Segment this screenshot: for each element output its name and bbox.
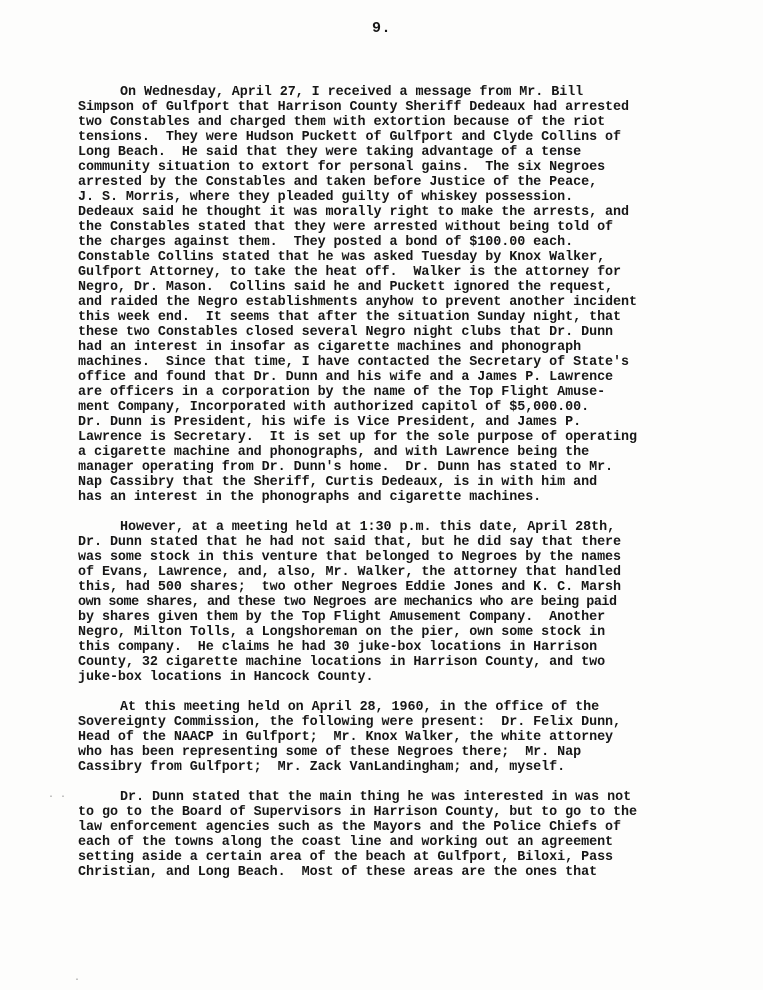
- text-line: this, had 500 shares; two other Negroes Eddie Jones and K. C. Marsh: [78, 580, 622, 595]
- text-line: this week end. It seems that after the situation Sunday night, that: [78, 310, 622, 325]
- text-line: Sovereignty Commission, the following were present: Dr. Felix Dunn,: [78, 715, 622, 730]
- text-line: law enforcement agencies such as the Mayors and the Police Chiefs of: [78, 820, 622, 835]
- text-line: Long Beach. He said that they were taking advantage of a tense: [78, 145, 582, 160]
- text-line: juke-box locations in Hancock County.: [78, 670, 374, 685]
- text-line: At this meeting held on April 28, 1960, in the office of the: [120, 700, 600, 715]
- text-line: County, 32 cigarette machine locations in Harrison County, and two: [78, 655, 606, 670]
- text-line: by shares given them by the Top Flight Amusement Company. Another: [78, 610, 606, 625]
- text-line: Negro, Dr. Mason. Collins said he and Puckett ignored the request,: [78, 280, 614, 295]
- text-line: manager operating from Dr. Dunn's home. Dr. Dunn has stated to Mr.: [78, 460, 614, 475]
- text-line: has an interest in the phonographs and cigarette machines.: [78, 490, 542, 505]
- text-line: Gulfport Attorney, to take the heat off. Walker is the attorney for: [78, 265, 622, 280]
- text-line: Constable Collins stated that he was asked Tuesday by Knox Walker,: [78, 250, 606, 265]
- text-line: Dr. Dunn is President, his wife is Vice President, and James P.: [78, 415, 582, 430]
- text-line: this company. He claims he had 30 juke-box locations in Harrison: [78, 640, 598, 655]
- page-number: 9.: [371, 20, 391, 37]
- text-line: On Wednesday, April 27, I received a message from Mr. Bill: [120, 85, 584, 100]
- text-line: of Evans, Lawrence, and, also, Mr. Walker, the attorney that handled: [78, 565, 622, 580]
- text-line: community situation to extort for personal gains. The six Negroes: [78, 160, 606, 175]
- text-line: these two Constables closed several Negro night clubs that Dr. Dunn: [78, 325, 614, 340]
- text-line: office and found that Dr. Dunn and his wife and a James P. Lawrence: [78, 370, 614, 385]
- scan-mark: · ·: [48, 792, 67, 803]
- text-line: own some shares, and these two Negroes are mechanics who are being paid: [78, 595, 617, 610]
- text-line: Dr. Dunn stated that he had not said that, but he did say that there: [78, 535, 622, 550]
- text-line: a cigarette machine and phonographs, and with Lawrence being the: [78, 445, 590, 460]
- text-line: Dedeaux said he thought it was morally right to make the arrests, and: [78, 205, 630, 220]
- text-line: Christian, and Long Beach. Most of these areas are the ones that: [78, 865, 598, 880]
- text-line: who has been representing some of these Negroes there; Mr. Nap: [78, 745, 582, 760]
- text-line: Simpson of Gulfport that Harrison County Sheriff Dedeaux had arrested: [78, 100, 630, 115]
- text-line: tensions. They were Hudson Puckett of Gulfport and Clyde Collins of: [78, 130, 622, 145]
- text-line: Head of the NAACP in Gulfport; Mr. Knox Walker, the white attorney: [78, 730, 614, 745]
- text-line: the charges against them. They posted a bond of $100.00 each.: [78, 235, 574, 250]
- text-line: J. S. Morris, where they pleaded guilty of whiskey possession.: [78, 190, 574, 205]
- text-line: Negro, Milton Tolls, a Longshoreman on the pier, own some stock in: [78, 625, 606, 640]
- text-line: machines. Since that time, I have contacted the Secretary of State's: [78, 355, 630, 370]
- text-line: However, at a meeting held at 1:30 p.m. this date, April 28th,: [120, 520, 616, 535]
- text-line: are officers in a corporation by the name of the Top Flight Amuse-: [78, 385, 606, 400]
- text-line: Cassibry from Gulfport; Mr. Zack VanLandingham; and, myself.: [78, 760, 566, 775]
- text-line: was some stock in this venture that belonged to Negroes by the names: [78, 550, 622, 565]
- text-line: and raided the Negro establishments anyhow to prevent another incident: [78, 295, 637, 310]
- text-line: two Constables and charged them with extortion because of the riot: [78, 115, 606, 130]
- scan-mark: ·: [74, 975, 81, 986]
- text-line: setting aside a certain area of the beach at Gulfport, Biloxi, Pass: [78, 850, 614, 865]
- text-line: each of the towns along the coast line and working out an agreement: [78, 835, 614, 850]
- text-line: had an interest in insofar as cigarette machines and phonograph: [78, 340, 582, 355]
- text-line: ment Company, Incorporated with authorized capitol of $5,000.00.: [78, 400, 590, 415]
- text-line: the Constables stated that they were arrested without being told of: [78, 220, 614, 235]
- text-line: Lawrence is Secretary. It is set up for the sole purpose of operating: [78, 430, 637, 445]
- text-line: Dr. Dunn stated that the main thing he was interested in was not: [120, 790, 632, 805]
- text-line: to go to the Board of Supervisors in Harrison County, but to go to the: [78, 805, 637, 820]
- text-line: arrested by the Constables and taken before Justice of the Peace,: [78, 175, 598, 190]
- text-line: Nap Cassibry that the Sheriff, Curtis Dedeaux, is in with him and: [78, 475, 598, 490]
